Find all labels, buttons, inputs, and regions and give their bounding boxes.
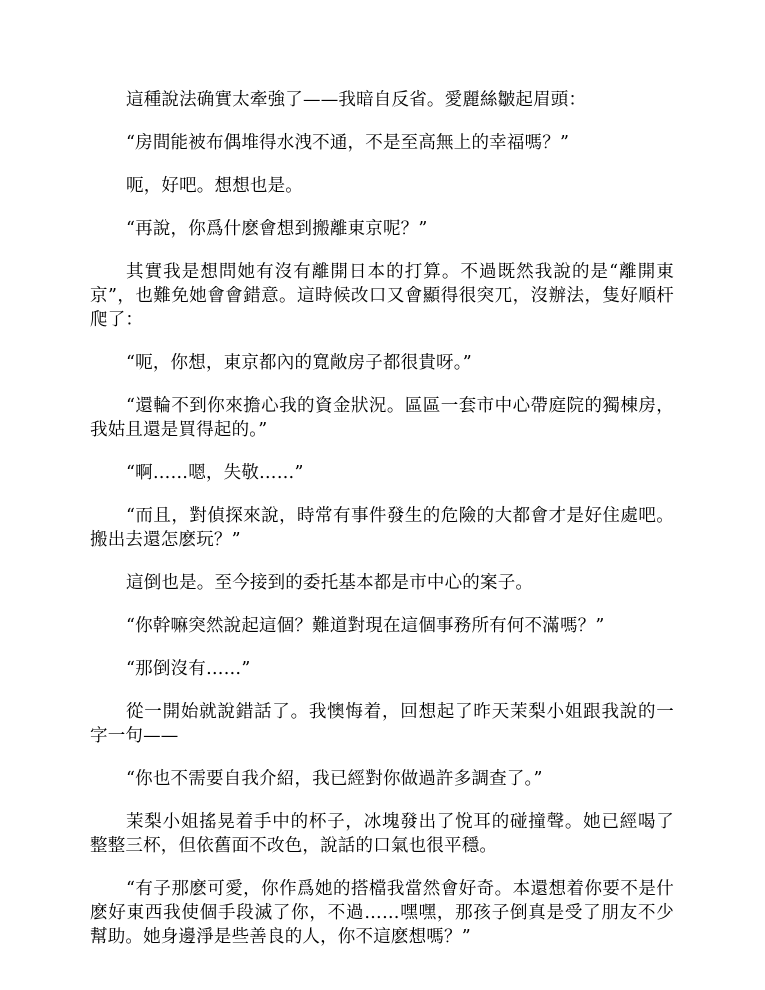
paragraph: “那倒沒有……” [126,659,251,679]
paragraph: 其實我是想問她有沒有離開日本的打算。不過既然我說的是“離開東京”，也難免她會會錯意。這時候改口又會顯得很突兀，沒辦法，隻好順杆爬了： [90,262,674,330]
paragraph: 茉梨小姐搖晃着手中的杯子，冰塊發出了悅耳的碰撞聲。她已經喝了整整三杯，但依舊面不改色，說話的口氣也很平穩。 [90,812,674,856]
paragraph: “啊……嗯，失敬……” [126,463,304,483]
paragraph: “呃，你想，東京都內的寬敞房子都很貴呀。” [126,353,472,373]
paragraph: 這種說法确實太牽強了——我暗自反省。愛麗絲皺起眉頭： [126,90,587,110]
paragraph: “有子那麽可愛，你作爲她的搭檔我當然會好奇。本還想着你要不是什麽好東西我使個手段滅了你，不過……嘿嘿，那孩子倒真是受了朋友不少幫助。她身邊淨是些善良的人，你不這麽想嗎？” [90,879,674,947]
paragraph: “你幹嘛突然說起這個？難道對現在這個事務所有何不滿嗎？” [126,616,605,636]
paragraph: 呃，好吧。想想也是。 [126,176,303,196]
paragraph: “還輪不到你來擔心我的資金狀況。區區一套市中心帶庭院的獨棟房，我姑且還是買得起的。” [90,396,674,440]
paragraph: “你也不需要自我介紹，我已經對你做過許多調查了。” [126,769,543,789]
document-body [90,88,674,968]
paragraph: 從一開始就說錯話了。我懊悔着，回想起了昨天茉梨小姐跟我說的一字一句—— [90,702,674,746]
paragraph: “而且，對偵探來說，時常有事件發生的危險的大都會才是好住處吧。搬出去還怎麽玩？” [90,506,674,550]
paragraph: 這倒也是。至今接到的委托基本都是市中心的案子。 [126,573,534,593]
paragraph: “再說，你爲什麽會想到搬離東京呢？” [126,219,428,239]
paragraph: “房間能被布偶堆得水洩不通，不是至高無上的幸福嗎？” [126,133,570,153]
